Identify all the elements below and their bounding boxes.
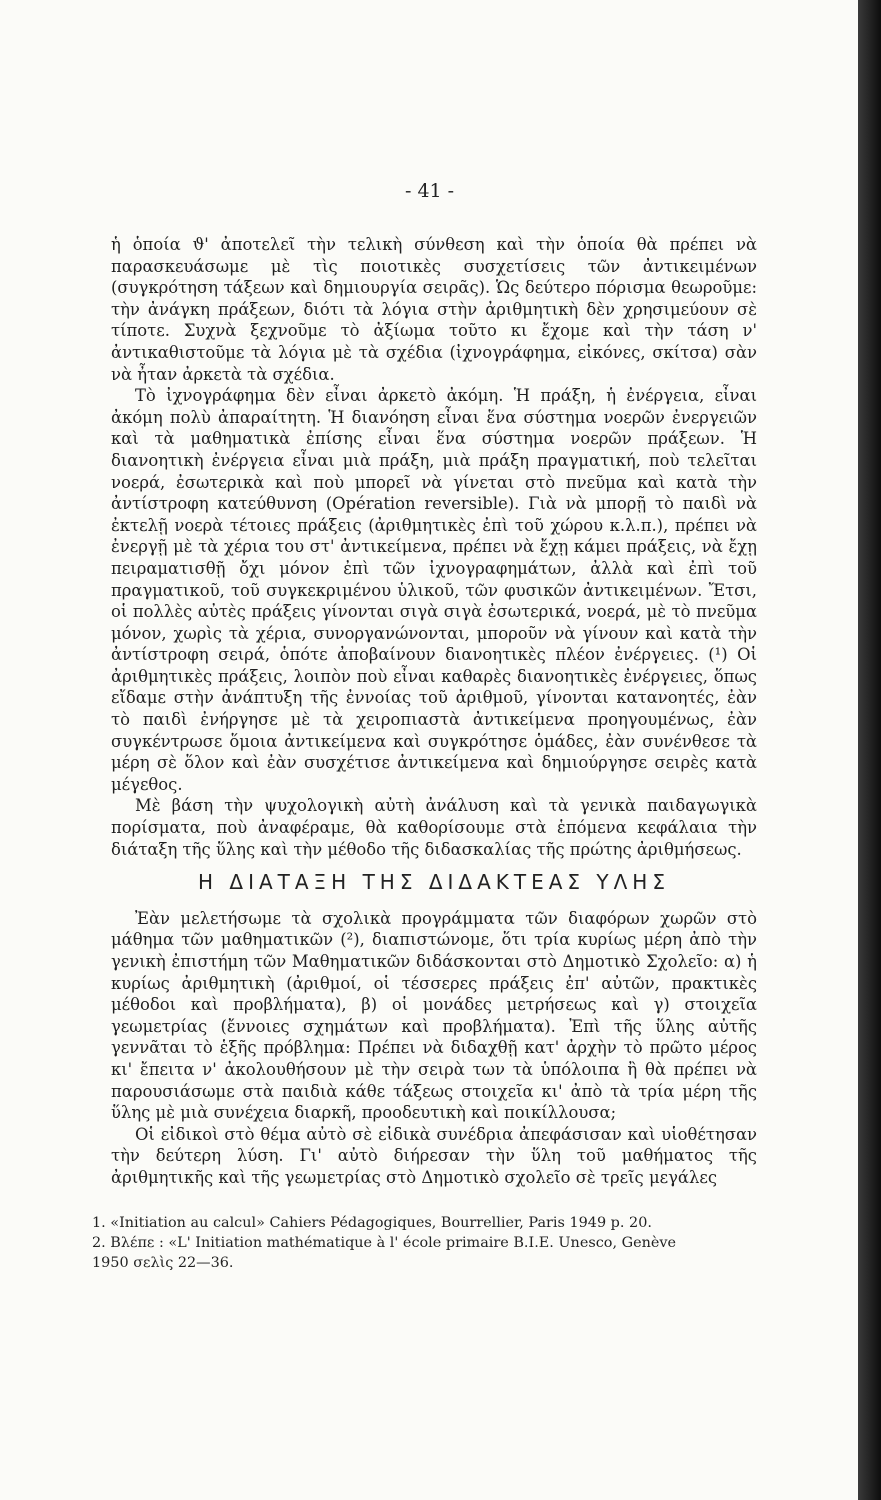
paragraph-4: Ἐὰν μελετήσωμε τὰ σχολικὰ προγράμματα τῶν διαφόρων χωρῶν στὸ μάθημα τῶν μαθηματικῶν (²), διαπιστώνομε, ὅτι τρία κυρίως μέρη ἀπὸ τὴν γενικὴ ἐπιστήμη τῶν Μαθηματικῶν διδάσκονται στὸ Δημοτικὸ Σχολεῖο: α) ἡ κυρίως ἀριθμητικὴ (ἀριθμοί, οἱ τέσσερες πράξεις ἐπ' αὐτῶν, πρακτικὲς μέθοδοι καὶ προβλήματα), β) οἱ μονάδες μετρήσεως καὶ γ) στοιχεῖα γεωμετρίας (ἔννοιες σχημάτων καὶ προβλήματα). Ἐπὶ τῆς ὕλης αὐτῆς γεννᾶται τὸ ἑξῆς πρόβλημα: Πρέπει νὰ διδαχθῇ κατ' ἀρχὴν τὸ πρῶτο μέρος κι' ἔπειτα ν' ἀκολουθήσουν μὲ τὴν σειρὰ των τὰ ὑπόλοιπα ἢ θὰ πρέπει νὰ παρουσιάσωμε στὰ παιδιὰ κάθε τάξεως στοιχεῖα κι' ἀπὸ τὰ τρία μέρη τῆς ὕλης μὲ μιὰ συνέχεια διαρκῆ, προοδευτικὴ καὶ ποικίλλουσα; <box>111 908 757 1123</box>
paragraph-5: Οἱ εἰδικοὶ στὸ θέμα αὐτὸ σὲ εἰδικὰ συνέδρια ἀπεφάσισαν καὶ υἱοθέτησαν τὴν δεύτερη λύση. Γι' αὐτὸ διήρεσαν τὴν ὕλη τοῦ μαθήματος τῆς ἀριθμητικῆς καὶ τῆς γεωμετρίας στὸ Δημοτικὸ σχολεῖο σὲ τρεῖς μεγάλες <box>111 1124 757 1187</box>
section-heading: Η ΔΙΑΤΑΞΗ ΤΗΣ ΔΙΔΑΚΤΕΑΣ ΥΛΗΣ <box>197 870 670 895</box>
body-text <box>111 234 757 1189</box>
footnotes <box>92 1213 772 1273</box>
footnote-1: 1. «Initiation au calcul» Cahiers Pédagogiques, Bourrellier, Paris 1949 p. 20. <box>92 1215 652 1231</box>
book-spine-edge <box>858 0 881 1500</box>
footnote-2-continued: 1950 σελὶς 22—36. <box>92 1255 234 1271</box>
paragraph-1: ἡ ὁποία ϑ' ἀποτελεῖ τὴν τελικὴ σύνθεση καὶ τὴν ὁποία θὰ πρέπει νὰ παρασκευάσωμε μὲ τὶς ποιοτικὲς συσχετίσεις τῶν ἀντικειμένων (συγκρότηση τάξεων καὶ δημιουργία σειρᾶς). Ὡς δεύτερο πόρισμα θεωροῦμε: τὴν ἀνάγκη πράξεων, διότι τὰ λόγια στὴν ἀριθμητικὴ δὲν χρησιμεύουν σὲ τίποτε. Συχνὰ ξεχνοῦμε τὸ ἀξίωμα τοῦτο κι ἔχομε καὶ τὴν τάση ν' ἀντικαθιστοῦμε τὰ λόγια μὲ τὰ σχέδια (ἰχνογράφημα, εἰκόνες, σκίτσα) σὰν νὰ ἦταν ἀρκετὰ τὰ σχέδια. <box>111 235 757 384</box>
footnote-2: 2. Βλέπε : «L' Initiation mathématique à l' école primaire B.I.E. Unesco, Genève <box>92 1235 677 1251</box>
paragraph-3: Μὲ βάση τὴν ψυχολογικὴ αὐτὴ ἀνάλυση καὶ τὰ γενικὰ παιδαγωγικὰ πορίσματα, ποὺ ἀναφέραμε, θὰ καθορίσουμε στὰ ἑπόμενα κεφάλαια τὴν διάταξη τῆς ὕλης καὶ τὴν μέθοδο τῆς διδασκαλίας τῆς πρώτης ἀριθμήσεως. <box>111 796 757 859</box>
page-number: - 41 - <box>405 180 455 202</box>
paragraph-2: Τὸ ἰχνογράφημα δὲν εἶναι ἀρκετὸ ἀκόμη. Ἡ πράξη, ἡ ἐνέργεια, εἶναι ἀκόμη πολὺ ἀπαραίτητη. Ἡ διανόηση εἶναι ἕνα σύστημα νοερῶν ἐνεργειῶν καὶ τὰ μαθηματικὰ ἐπίσης εἶναι ἕνα σύστημα νοερῶν πράξεων. Ἡ διανοητικὴ ἐνέργεια εἶναι μιὰ πράξη, μιὰ πράξη πραγματική, ποὺ τελεῖται νοερά, ἐσωτερικὰ καὶ ποὺ μπορεῖ νὰ γίνεται στὸ πνεῦμα καὶ κατὰ τὴν ἀντίστροφη κατεύθυνση (Opération reversible). Γιὰ νὰ μπορῇ τὸ παιδὶ νὰ ἐκτελῇ νοερὰ τέτοιες πράξεις (ἀριθμητικὲς ἐπὶ τοῦ χώρου κ.λ.π.), πρέπει νὰ ἐνεργῇ μὲ τὰ χέρια του στ' ἀντικείμενα, πρέπει νὰ ἔχῃ κάμει πράξεις, νὰ ἔχῃ πειραματισθῇ ὄχι μόνον ἐπὶ τῶν ἰχνογραφημάτων, ἀλλὰ καὶ ἐπὶ τοῦ πραγματικοῦ, τοῦ συγκεκριμένου ὑλικοῦ, τῶν φυσικῶν ἀντικειμένων. Ἔτσι, οἱ πολλὲς αὐτὲς πράξεις γίνονται σιγὰ σιγὰ ἐσωτερικά, νοερά, μὲ τὸ πνεῦμα μόνον, χωρὶς τὰ χέρια, συνοργανώνονται, μποροῦν νὰ γίνουν καὶ κατὰ τὴν ἀντίστροφη σειρά, ὁπότε ἀποβαίνουν διανοητικὲς πλέον ἐνέργειες. (¹) Οἱ ἀριθμητικὲς πράξεις, λοιπὸν ποὺ εἶναι καθαρὲς διανοητικὲς ἐνέργειες, ὅπως εἴδαμε στὴν ἀνάπτυξη τῆς ἐννοίας τοῦ ἀριθμοῦ, γίνονται κατανοητές, ἐὰν τὸ παιδὶ ἐνήργησε μὲ τὰ χειροπιαστὰ ἀντικείμενα προηγουμένως, ἐὰν συγκέντρωσε ὅμοια ἀντικείμενα καὶ συγκρότησε ὁμάδες, ἐὰν συνένθεσε τὰ μέρη σὲ ὅλον καὶ ἐὰν συσχέτισε ἀντικείμενα καὶ δημιούργησε σειρὲς κατὰ μέγεθος. <box>111 386 757 794</box>
